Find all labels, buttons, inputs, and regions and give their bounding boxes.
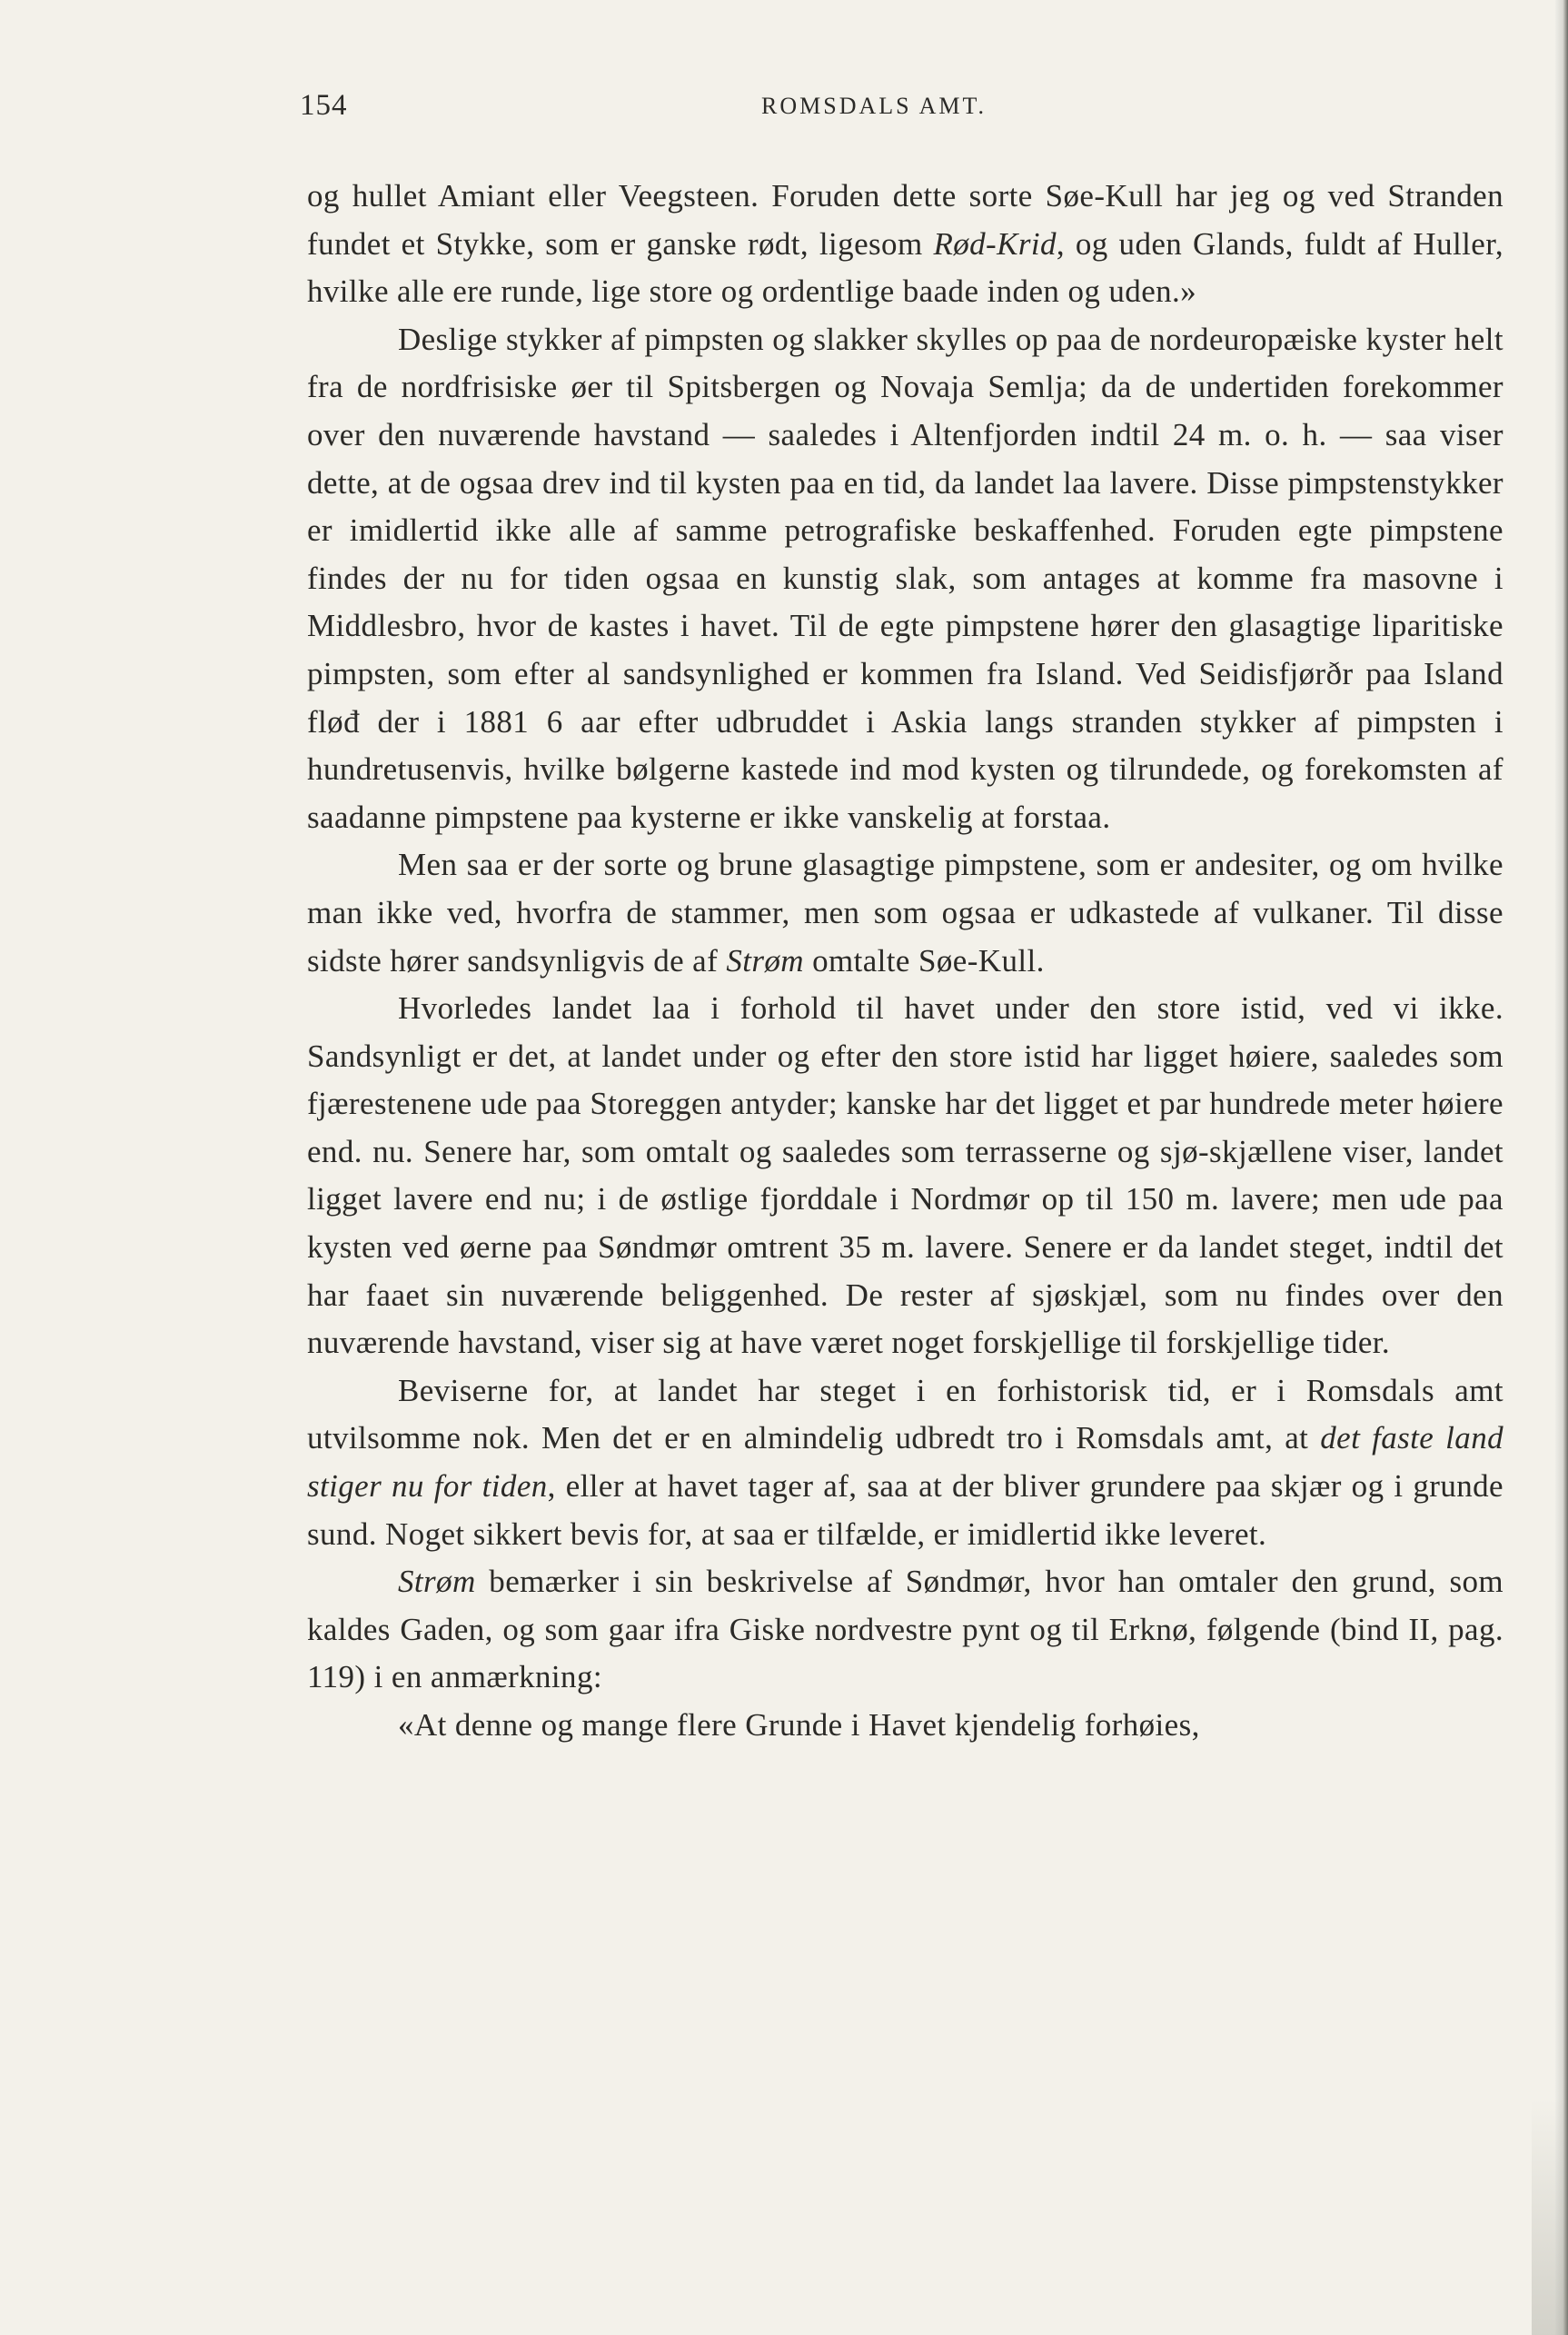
paragraph-text: Deslige stykker af pimpsten og slakker skylles op paa de nordeuropæiske kyster helt fra de nordfrisiske øer til Spitsbergen og Novaja Semlja; da de undertiden forekommer over den nuværende havstand — saaledes i Altenfjorden indtil 24 m. o. h. — saa viser dette, at de ogsaa drev ind til kysten paa en tid, da landet laa lavere. Disse pimpstenstykker er imidlertid ikke alle af samme petrografiske beskaffenhed. Foruden egte pimpstene findes der nu for tiden ogsaa en kunstig slak, som antages at komme fra masovne i Middlesbro, hvor de kastes i havet. Til de egte pimpstene hører den glasagtige liparitiske pimpsten, som efter al sandsynlighed er kommen fra Island. Ved Seidisfjørðr paa Island fløđ der i 1881 6 aar efter udbruddet i Askia langs stranden stykker af pimpsten i hundretusenvis, hvilke bølgerne kastede ind mod kysten og tilrundede, og forekomsten af saadanne pimpstene paa kysterne er ikke vanskelig at forstaa.	[307, 321, 1503, 835]
paragraph-text: , eller at havet tager af, saa at der bliver grundere paa skjær og i grunde sund. Noget sikkert bevis for, at saa er tilfælde, er imidlertid ikke leveret.	[307, 1468, 1503, 1552]
italic-text: Strøm	[398, 1564, 476, 1600]
italic-text: Strøm	[726, 942, 804, 979]
paragraph-text: bemærker i sin beskrivelse af Søndmør, hvor han omtaler den grund, som kaldes Gaden, og som gaar ifra Giske nordvestre pynt og til Erknø, følgende (bind II, pag. 119) i en anmærkning:	[307, 1564, 1503, 1695]
paragraph-text: Beviserne for, at landet har steget i en forhistorisk tid, er i Romsdals amt utvilsomme nok. Men det er en almindelig udbredt tro i Romsdals amt, at	[307, 1372, 1503, 1456]
body-paragraph	[307, 316, 1503, 842]
paragraph-text: Hvorledes landet laa i forhold til havet under den store istid, ved vi ikke. Sandsynligt er det, at landet under og efter den store istid har ligget høiere, saaledes som fjærestenene ude paa Storeggen antyder; kanske har det ligget et par hundrede meter høiere end. nu. Senere har, som omtalt og saaledes som terrasserne og sjø-skjællene viser, landet ligget lavere end nu; i de østlige fjorddale i Nordmør op til 150 m. lavere; men ude paa kysten ved øerne paa Søndmør omtrent 35 m. lavere. Senere er da landet steget, indtil det har faaet sin nuværende beliggenhed. De rester af sjøskjæl, som nu findes over den nuværende havstand, viser sig at have været noget forskjellige til forskjellige tider.	[307, 990, 1503, 1361]
page-edge-shadow	[1555, 0, 1568, 2335]
page-body	[307, 173, 1503, 1750]
paragraph-text: og hullet Amiant eller Veegsteen. Foruden dette sorte Søe-Kull har jeg og ved Stranden fundet et Stykke, som er ganske rødt, ligesom	[307, 178, 1503, 262]
page-corner-shade	[1532, 2099, 1568, 2335]
paragraph-text: omtalte Søe-Kull.	[803, 942, 1045, 979]
paragraph-text: Men saa er der sorte og brune glasagtige pimpstene, som er andesiter, og om hvilke man ikke ved, hvorfra de stammer, men som ogsaa er udkastede af vulkaner. Til disse sidste hører sandsynligvis de af	[307, 847, 1503, 979]
italic-text: det faste land stiger nu for tiden	[307, 1420, 1503, 1505]
paragraph-text: , og uden Glands, fuldt af Huller, hvilke alle ere runde, lige store og ordentlige baade inden og uden.»	[307, 225, 1503, 310]
paragraph-text: «At denne og mange flere Grunde i Havet kjendelig forhøies,	[398, 1707, 1200, 1743]
body-paragraph	[307, 1367, 1503, 1558]
running-head	[300, 89, 1208, 125]
running-title: ROMSDALS AMT.	[761, 93, 987, 119]
page-number: 154	[300, 89, 348, 122]
body-paragraph	[307, 841, 1503, 985]
body-paragraph	[307, 1702, 1503, 1750]
italic-text: Rød-Krid	[933, 225, 1057, 262]
body-paragraph	[307, 985, 1503, 1367]
body-paragraph	[307, 173, 1503, 316]
body-paragraph	[307, 1558, 1503, 1702]
